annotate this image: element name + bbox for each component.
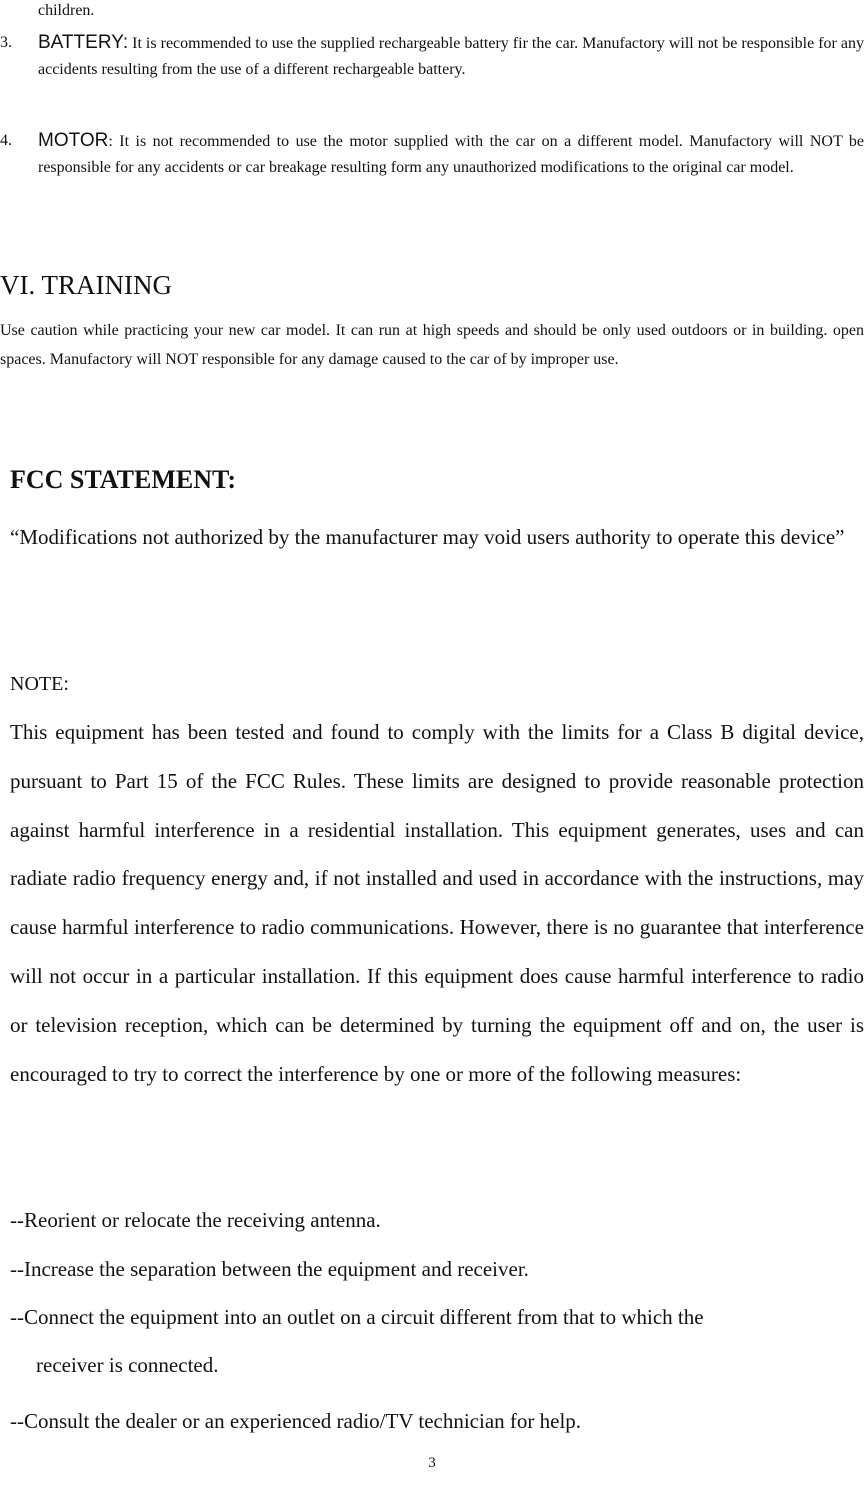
- list-item-motor: [0, 128, 864, 181]
- note-label: NOTE:: [10, 673, 69, 695]
- fcc-heading: FCC STATEMENT:: [10, 465, 237, 494]
- list-item-number: 3.: [0, 34, 12, 51]
- measure-reorient: --Reorient or relocate the receiving antenna.: [10, 1208, 381, 1232]
- fcc-quote: “Modifications not authorized by the manufacturer may void users authority to operate this device”: [10, 525, 845, 549]
- list-item-body: [38, 128, 864, 181]
- training-heading: VI. TRAINING: [0, 270, 172, 300]
- list-item-lead: BATTERY:: [38, 32, 129, 53]
- measure-consult-dealer: --Consult the dealer or an experienced radio/TV technician for help.: [10, 1409, 582, 1433]
- list-item-battery: [0, 30, 864, 83]
- training-paragraph: Use caution while practicing your new car model. It can run at high speeds and should be only used outdoors or in building. open spaces. Manufactory will NOT responsible for any damage caused to the car of by improper use.: [0, 322, 864, 368]
- list-continuation: children.: [38, 2, 95, 19]
- measure-connect-outlet: --Connect the equipment into an outlet on a circuit different from that to which the: [10, 1305, 704, 1329]
- list-item-lead: MOTOR: [38, 130, 109, 151]
- list-item-body: [38, 30, 864, 83]
- note-paragraph: This equipment has been tested and found to comply with the limits for a Class B digital device, pursuant to Part 15 of the FCC Rules. These limits are designed to provide reasonable protection against harmful interference in a residential installation. This equipment generates, uses and can radiate radio frequency energy and, if not installed and used in accordance with the instructions, may cause harmful interference to radio communications. However, there is no guarantee that interference will not occur in a particular installation. If this equipment does cause harmful interference to radio or television reception, which can be determined by turning the equipment off and on, the user is encouraged to try to correct the interference by one or more of the following measures:: [10, 720, 864, 1086]
- list-item-text: It is recommended to use the supplied rechargeable battery fir the car. Manufactory will not be responsible for any accidents resulting from the use of a different rechargeable battery.: [38, 35, 864, 78]
- list-item-text: : It is not recommended to use the motor supplied with the car on a different model. Manufactory will NOT be responsible for any accidents or car breakage resulting form any unauthorized modifications to the original car model.: [38, 133, 864, 176]
- measure-connect-outlet-cont: receiver is connected.: [36, 1353, 219, 1377]
- page-number: 3: [428, 1455, 436, 1471]
- measure-increase-separation: --Increase the separation between the equipment and receiver.: [10, 1257, 529, 1281]
- list-item-number: 4.: [0, 132, 12, 149]
